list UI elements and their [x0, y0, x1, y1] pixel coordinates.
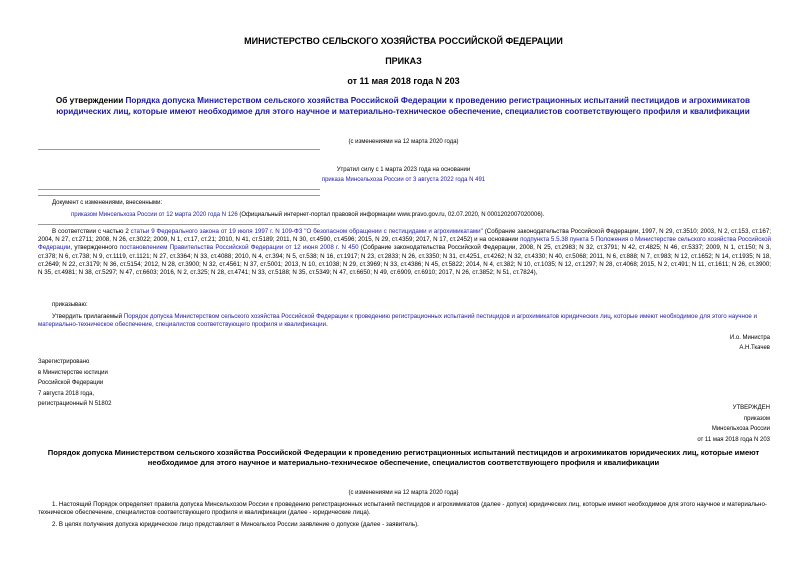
order-heading: ПРИКАЗ: [385, 56, 422, 66]
divider: [38, 195, 320, 196]
preamble-text-4: (Собрание законодательства Российской Федерации, 2008, N 25, ст.2983; N 32, ст.3791; N 42, ст.4825; N 46, ст.5337; 2009, N 1, ст.150; N 3, ст.378; N 6, ст.738; N 9, ст.1119, ст.1121; N 27, ст.3364; N 33, ст.4088; 2010, N 4, ст.394; N 5, ст.538; N 16, ст.1917; N 23, ст.2833; N 26, ст.3350; N 31, ст.4251, ст.4262; N 32, ст.4330; N 40, ст.5068; 2011, N 6, ст.888; N 7, ст.983; N 12, ст.1652; N 14, ст.1935; N 18, ст.2649; N 22, ст.3179; N 36, ст.5154; 2012, N 28, ст.3900; N 32, ст.4561; N 37, ст.5001; 2013, N 10, ст.1038; N 29, ст.3969; N 33, ст.4386; N 45, ст.5822; 2014, N 4, ст.382; N 10, ст.1035; N 12, ст.1297; N 28, ст.4068; 2015, N 2, ст.491; N 11, ст.1611; N 26, ст.3900; N 35, ст.4981; N 38, ст.5297; N 47, ст.6603; 2016, N 2, ст.325; N 28, ст.4741; N 33, ст.5188; N 35, ст.5349; N 47, ст.6650; N 49, ст.6909, ст.6910; 2017, N 26, ст.3852; N 51, ст.7824),: [38, 244, 771, 277]
document-title: [48, 95, 758, 117]
amend-label: Документ с изменениями, внесенными:: [52, 200, 163, 206]
title-link[interactable]: Порядка допуска Министерством сельского хозяйства Российской Федерации к проведению регистрационных испытаний пестицидов и агрохимикатов юридических лиц, которые имеют необходимое для этого научное и материально-техническое обеспечение, специалистов соответствующего профиля и квалификации: [56, 96, 751, 116]
registration-line: Зарегистрировано: [38, 359, 90, 365]
amend-rest: (Официальный интернет-портал правовой информации www.pravo.gov.ru, 02.07.2020, N 0001202007020006).: [237, 212, 545, 218]
approved-line: Минсельхоза России: [711, 426, 770, 432]
preamble-text-1: В соответствии с частью 2: [52, 228, 131, 235]
order-date: от 11 мая 2018 года N 203: [347, 76, 460, 86]
amend-line: [71, 211, 791, 219]
procedure-changes: (с изменениями на 12 марта 2020 года): [348, 490, 459, 496]
changes-note: (с изменениями на 12 марта 2020 года): [348, 139, 459, 145]
preamble-text-2: (Собрание законодательства Российской Федерации, 1997, N 29, ст.3510; 2003, N 2, ст.153, ст.167; 2004, N 27, ст.2711; 2008, N 26, ст.3022; 2009, N 1, ст.17, ст.21; 2010, N 41, ст.5189; 2011, N 30, ст.4590, ст.4596; 2015, N 29, ст.4359; 2017, N 17, ст.2452) и на основании: [38, 228, 772, 244]
approved-line: приказом: [743, 415, 770, 422]
registration-block: [38, 357, 111, 410]
resolution-link[interactable]: постановлением Правительства Российской Федерации от 12 июня 2008 г. N 450: [119, 244, 359, 252]
registration-line: 7 августа 2018 года,: [38, 390, 95, 397]
registration-line: регистрационный N 51802: [38, 401, 112, 407]
expired-line: Утратил силу с 1 марта 2023 года на основании: [336, 167, 471, 173]
approve-text: Утвердить прилагаемый: [52, 313, 124, 320]
preamble-paragraph: [38, 228, 771, 277]
approved-line: от 11 мая 2018 года N 203: [697, 436, 770, 443]
registration-line: Российской Федерации: [38, 380, 104, 386]
signature-role: И.о. Министра: [729, 335, 770, 341]
ministry-heading: МИНИСТЕРСТВО СЕЛЬСКОГО ХОЗЯЙСТВА РОССИЙСКОЙ ФЕДЕРАЦИИ: [244, 36, 563, 46]
regulation-link[interactable]: подпункта 5.5.38 пункта 5 Положения о Министерстве сельского хозяйства Российской Федерации: [38, 236, 771, 252]
approved-block: [600, 403, 770, 445]
procedure-link[interactable]: Порядок допуска Министерством сельского хозяйства Российской Федерации к проведению регистрационных испытаний пестицидов и агрохимикатов юридических лиц, которые имеют необходимое для этого научное и материально-техническое обеспечение, специалистов соответствующего профиля и квалификации: [38, 313, 757, 329]
approved-heading: УТВЕРЖДЕН: [732, 405, 770, 411]
signature-name: А.Н.Ткачев: [739, 345, 770, 351]
orders-word: приказываю:: [52, 302, 88, 308]
preamble-text-3: , утвержденного: [70, 244, 120, 252]
divider: [38, 189, 320, 190]
divider: [38, 224, 320, 225]
amend-link[interactable]: приказом Минсельхоза России от 12 марта 2020 года N 126: [71, 212, 238, 218]
procedure-item-1: 1. Настоящий Порядок определяет правила допуска Минсельхозом России к проведению регистрационных испытаний пестицидов и агрохимикатов (далее - допуск) юридических лиц, которые имеют необходимое для этого научное и материально-техническое обеспечение, специалистов соответствующего профиля и квалификации (далее - юридические лица).: [38, 501, 767, 517]
approve-end: .: [326, 321, 328, 329]
expired-link[interactable]: приказа Минсельхоза России от 3 августа 2022 года N 491: [321, 177, 486, 183]
divider: [38, 149, 320, 150]
law-link[interactable]: статьи 9 Федерального закона от 19 июля 1997 г. N 109-ФЗ "О безопасном обращении с пестицидами и агрохимикатами": [130, 228, 483, 235]
procedure-item-2: 2. В целях получения допуска юридическое лицо представляет в Минсельхоз России заявление о допуске (далее - заявитель).: [52, 521, 419, 528]
approve-paragraph: [38, 313, 771, 329]
procedure-title: Порядок допуска Министерством сельского хозяйства Российской Федерации к проведению регистрационных испытаний пестицидов и агрохимикатов юридических лиц, которые имеют необходимое для этого научное и материально-техническое обеспечение, специалистов соответствующего профиля и квалификации: [47, 448, 760, 467]
title-prefix: Об утверждении: [55, 96, 126, 105]
registration-line: в Министерстве юстиции: [38, 369, 108, 376]
